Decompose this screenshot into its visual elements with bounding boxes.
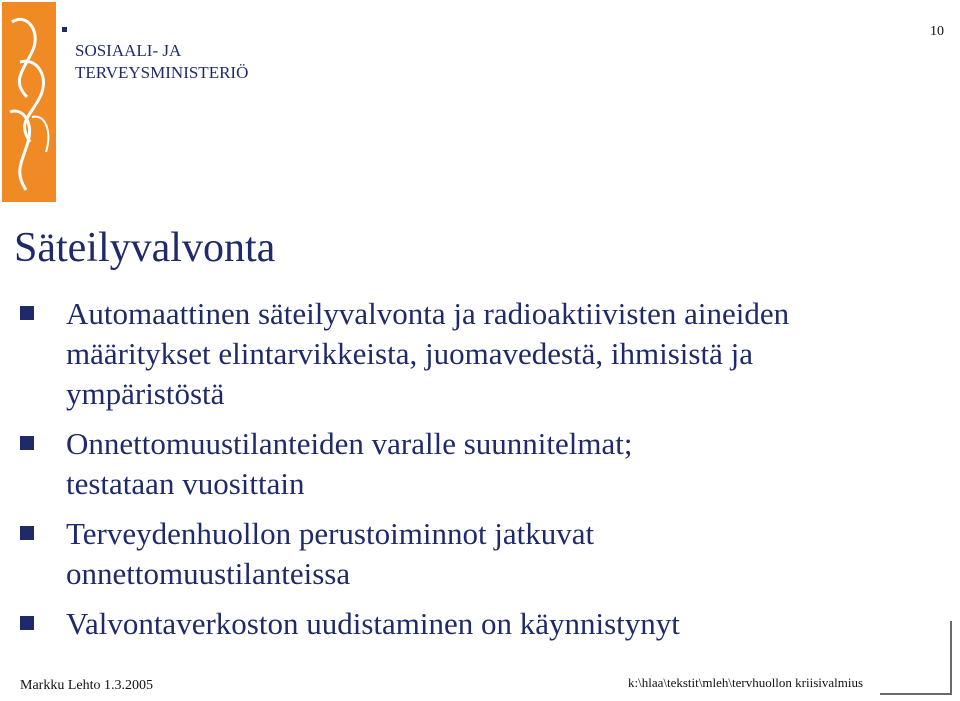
- ministry-name: [75, 40, 248, 84]
- bullet-line: Valvontaverkoston uudistaminen on käynnistynyt: [66, 606, 680, 641]
- slide-title: Säteilyvalvonta: [14, 225, 276, 271]
- ministry-name-line-1: SOSIAALI- JA: [75, 41, 182, 60]
- square-bullet-icon: [20, 306, 34, 320]
- ministry-logo-icon: [2, 2, 56, 202]
- footer-file-path: k:\hlaa\tekstit\mleh\tervhuollon kriisivalmius: [628, 675, 864, 690]
- square-bullet-icon: [20, 616, 34, 630]
- square-bullet-icon: [20, 526, 34, 540]
- bullet-line: testataan vuosittain: [66, 466, 305, 501]
- bullet-line: Onnettomuustilanteiden varalle suunnitelmat;: [66, 426, 633, 461]
- square-bullet-icon: [20, 436, 34, 450]
- bullet-list: [0, 294, 960, 654]
- bullet-line: Automaattinen säteilyvalvonta ja radioaktiivisten aineiden: [66, 296, 790, 331]
- bullet-item: [0, 604, 960, 644]
- bullet-item: [0, 294, 960, 414]
- corner-frame-decoration: [880, 621, 952, 695]
- bullet-line: määritykset elintarvikkeista, juomavedestä, ihmisistä ja: [66, 336, 753, 371]
- bullet-item: [0, 424, 960, 504]
- bullet-item: [0, 514, 960, 594]
- footer-author-date: Markku Lehto 1.3.2005: [20, 678, 153, 693]
- ministry-name-line-2: TERVEYSMINISTERIÖ: [75, 63, 249, 82]
- bullet-line: onnettomuustilanteissa: [66, 556, 351, 591]
- bullet-line: Terveydenhuollon perustoiminnot jatkuvat: [66, 516, 595, 551]
- bullet-line: ympäristöstä: [66, 376, 225, 411]
- header-bullet-icon: [62, 27, 67, 32]
- page-number: 10: [930, 24, 944, 39]
